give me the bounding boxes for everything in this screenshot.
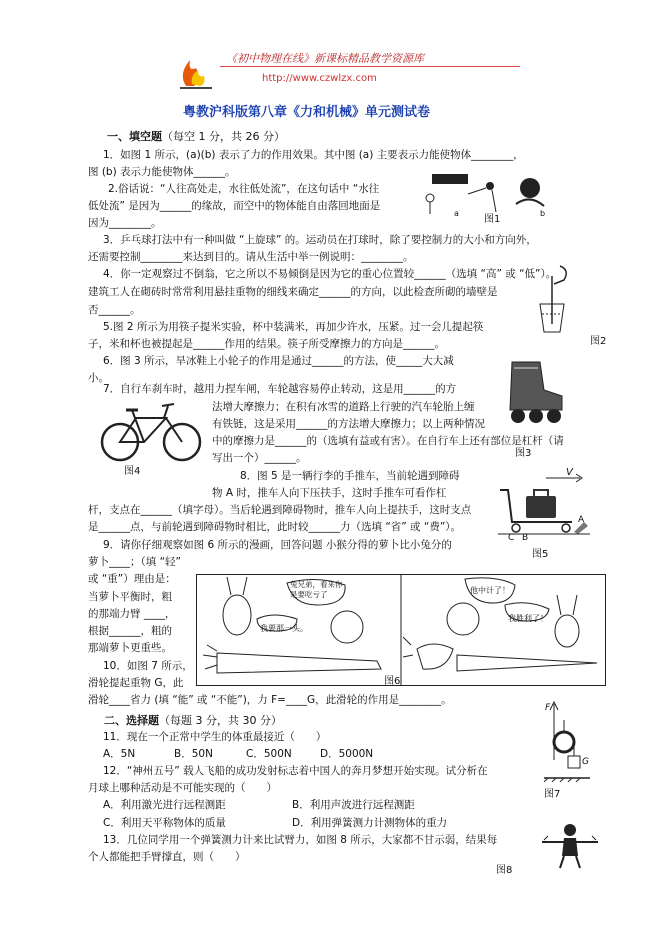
q8-line1: 8．图 5 是一辆行李的手推车，当前轮遇到障碍 — [240, 470, 460, 482]
figure-1 — [412, 168, 552, 220]
q11-stem: 11．现在一个正常中学生的体重最接近（ ） — [103, 731, 327, 743]
q12-option-b: B．利用声波进行远程测距 — [292, 799, 415, 811]
q9-line6: 根据______，粗的 — [88, 625, 172, 637]
figure-6-bubble2: 我要那一头。 — [260, 624, 308, 633]
figure-2-caption: 图2 — [590, 336, 607, 347]
page-title: 粤教沪科版第八章《力和机械》单元测试卷 — [183, 105, 431, 120]
header-url[interactable]: http://www.czwlzx.com — [262, 73, 377, 84]
section2-note: （每题 3 分，共 30 分） — [159, 714, 282, 727]
figure-3-caption: 图3 — [515, 448, 532, 459]
figure-7 — [540, 700, 610, 782]
q1-line1: 1．如图 1 所示，(a)(b) 表示了力的作用效果。其中图 (a) 主要表示力能使物体________， — [103, 149, 524, 161]
figure-2 — [530, 262, 578, 336]
q4-line3: 否______。 — [88, 304, 141, 316]
section1-note: （每空 1 分，共 26 分） — [162, 130, 285, 143]
figure-6-bubble4: 我胜利了！ — [508, 614, 548, 623]
q8-line2: 物 A 时，推车人向下压扶手，这时手推车可看作杠 — [212, 487, 447, 499]
q10-line3: 滑轮____省力 (填 “能” 或 “不能”)，力 F=____G，此滑轮的作用是________。 — [88, 694, 452, 706]
q6-line2: 小。 — [88, 372, 109, 384]
header-banner: 《初中物理在线》新课标精品教学资源库 — [226, 52, 424, 65]
q12-option-d: D．利用弹簧测力计测物体的重力 — [292, 817, 448, 829]
q10-line2: 滑轮提起重物 G，此 — [88, 677, 184, 689]
q12-line2: 月球上哪种活动是不可能实现的（ ） — [88, 782, 277, 794]
figure-8-caption: 图8 — [496, 865, 513, 876]
q8-line4: 是______点，与前轮遇到障碍物时相比，此时较______力（选填 “省” 或 “费”）。 — [88, 521, 462, 533]
q13-line1: 13．几位同学用一个弹簧测力计来比试臂力，如图 8 所示，大家都不甘示弱，结果每 — [103, 834, 498, 846]
figure-5 — [494, 466, 590, 540]
q8-line3: 杆，支点在______（填字母）。当后轮遇到障碍物时，推车人向上提扶手，这时支点 — [88, 504, 472, 516]
q7-line5: 写出一个）______。 — [212, 452, 307, 464]
q6-line1: 6．图 3 所示，旱冰鞋上小轮子的作用是通过______的方法，使_____大大减 — [103, 355, 454, 367]
figure-7-f-label: F — [545, 703, 551, 713]
q3-line2: 还需要控制________来达到目的。请从生活中举一例说明：________。 — [88, 251, 414, 263]
header-logo — [176, 50, 216, 90]
figure-5-a-label: A — [578, 515, 585, 525]
figure-6 — [196, 574, 606, 686]
q3-line1: 3．乒乓球打法中有一种叫做 “上旋球” 的。运动员在打球时，除了要控制力的大小和方向外， — [103, 234, 537, 246]
section1-heading-row — [107, 128, 285, 145]
figure-6-bubble3: 他中计了！ — [470, 586, 510, 595]
figure-3 — [500, 356, 570, 426]
q11-option-c: C．500N — [246, 748, 292, 760]
q7-line2: 法增大摩擦力；在积有冰雪的道路上行驶的汽车轮胎上缠 — [212, 401, 475, 413]
header-rule — [220, 66, 520, 67]
section2-heading-row — [104, 712, 282, 729]
q1-line2: 图 (b) 表示力能使物体______。 — [88, 166, 236, 178]
figure-5-c-label: C — [508, 533, 515, 543]
figure-7-g-label: G — [582, 757, 589, 767]
q4-line1: 4．你一定观察过不倒翁，它之所以不易倾倒是因为它的重心位置较______（选填 “高” 或 “低”）。 — [103, 268, 557, 280]
section1-heading: 一、填空题 — [107, 130, 162, 143]
figure-5-caption: 图5 — [532, 549, 549, 560]
q12-option-a: A．利用激光进行远程测距 — [103, 799, 226, 811]
q9-line4: 当萝卜平衡时，粗 — [88, 591, 172, 603]
q9-line2: 萝卜____；（填 “轻” — [88, 556, 181, 568]
q9-line5: 的那端力臂 ____， — [88, 608, 176, 620]
figure-1-label-a: a — [454, 209, 459, 218]
q2-line2: 低处流” 是因为______的缘故，而空中的物体能自由落回地面是 — [88, 200, 381, 212]
q2-line3: 因为________。 — [88, 217, 162, 229]
figure-4 — [96, 398, 206, 470]
figure-7-caption: 图7 — [544, 789, 561, 800]
q5-line1: 5.图 2 所示为用筷子提米实验，杯中装满米，再加少许水，压紧。过一会儿提起筷 — [103, 321, 484, 333]
q7-line4: 中的摩擦力是______的（选填有益或有害）。在自行车上还有部位是杠杆（请 — [212, 435, 564, 447]
q13-line2: 个人都能把手臂撑直，则（ ） — [88, 851, 246, 863]
q9-line1: 9．请你仔细观察如图 6 所示的漫画，回答问题 小猴分得的萝卜比小兔分的 — [103, 539, 452, 551]
q12-line1: 12．“神州五号” 载人飞船的成功发射标志着中国人的奔月梦想开始实现。试分析在 — [103, 765, 488, 777]
q7-line1: 7．自行车刹车时，越用力捏车闸，车轮越容易停止转动，这是用______的方 — [103, 383, 457, 395]
q11-option-a: A．5N — [103, 748, 136, 760]
figure-1-caption: 图1 — [484, 214, 501, 225]
figure-5-b-label: B — [522, 533, 529, 543]
figure-8 — [540, 822, 600, 870]
figure-5-v-label: V — [566, 467, 573, 478]
q12-option-c: C．利用天平称物体的质量 — [103, 817, 226, 829]
q4-line2: 建筑工人在砌砖时常常利用悬挂重物的细线来确定______的方向，以此检查所砌的墙壁是 — [88, 286, 498, 298]
q5-line2: 子，米和杯也被提起是______作用的结果。筷子所受摩擦力的方向是______。 — [88, 338, 445, 350]
figure-4-caption: 图4 — [124, 466, 141, 477]
q9-line7: 那端萝卜更重些。 — [88, 642, 172, 654]
q2-line1: 2.俗话说：“人往高处走，水往低处流”，在这句话中 “水往 — [108, 183, 380, 195]
figure-6-bubble1: 兔兄弟，看来你是要吃亏了 — [290, 580, 343, 599]
q10-line1: 10．如图 7 所示， — [103, 660, 193, 672]
figure-6-caption: 图6 — [384, 676, 401, 687]
q7-line3: 有铁链，这是采用______的方法增大摩擦力；以上两种情况 — [212, 418, 485, 430]
q11-option-b: B．50N — [174, 748, 213, 760]
q9-line3: 或 “重”）理由是： — [88, 573, 176, 585]
flame-logo-icon — [176, 50, 216, 90]
figure-1-label-b: b — [540, 209, 546, 218]
q11-option-d: D．5000N — [320, 748, 374, 760]
section2-heading: 二、选择题 — [104, 714, 159, 727]
